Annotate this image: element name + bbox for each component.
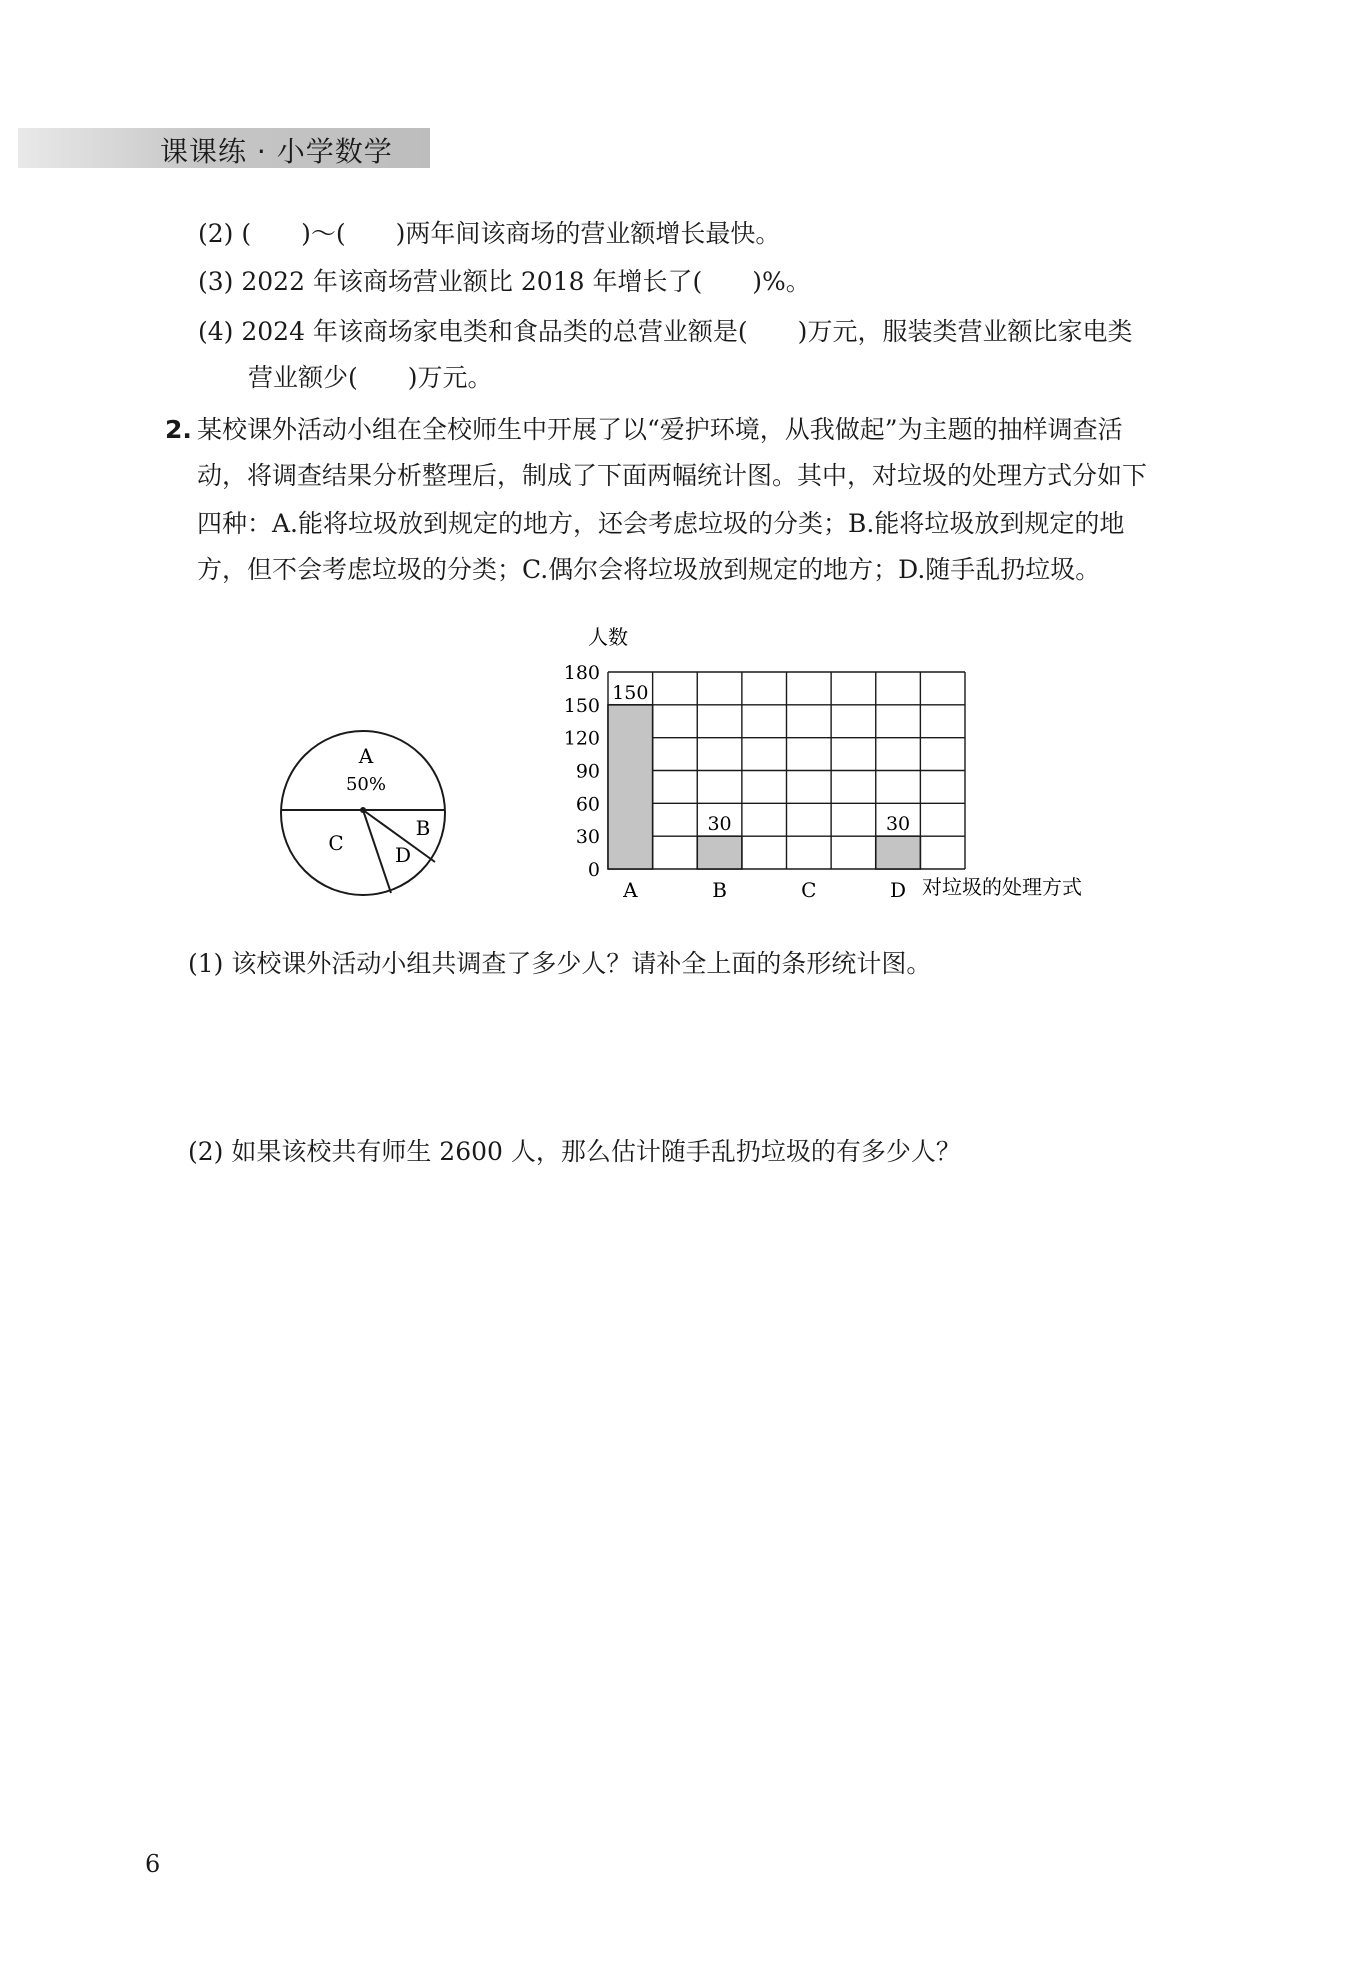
- pie-label-c: C: [328, 831, 344, 855]
- pie-label-a-percent: 50%: [345, 774, 387, 795]
- q1-part-4-line2: 营业额少( )万元。: [248, 363, 493, 392]
- q2-stem-line3: 四种：A.能将垃圾放到规定的地方，还会考虑垃圾的分类；B.能将垃圾放到规定的地: [197, 509, 1125, 538]
- x-tick-label: D: [890, 878, 907, 902]
- bar-y-axis-label: 人数: [588, 625, 628, 649]
- bar-value-label: 30: [885, 813, 911, 836]
- y-tick-label: 120: [563, 727, 600, 750]
- x-tick-label: B: [712, 878, 727, 902]
- y-tick-label: 30: [575, 826, 600, 849]
- y-tick-label: 90: [575, 760, 600, 783]
- pie-divider-cd: [363, 810, 391, 893]
- q2-sub1: (1) 该校课外活动小组共调查了多少人？请补全上面的条形统计图。: [188, 949, 932, 978]
- q1-part-3: (3) 2022 年该商场营业额比 2018 年增长了( )%。: [198, 267, 811, 296]
- y-tick-label: 180: [563, 662, 600, 684]
- bar-chart: [560, 620, 1120, 910]
- page-number: 6: [145, 1850, 161, 1878]
- bar-value-label: 150: [612, 681, 649, 704]
- x-tick-label: C: [801, 878, 817, 902]
- y-tick-label: 0: [587, 859, 600, 881]
- q1-part-2: (2) ( )～( )两年间该商场的营业额增长最快。: [198, 219, 781, 248]
- q2-number: 2.: [165, 415, 192, 444]
- q2-sub2: (2) 如果该校共有师生 2600 人，那么估计随手乱扔垃圾的有多少人？: [188, 1137, 961, 1166]
- q2-stem-line2: 动，将调查结果分析整理后，制成了下面两幅统计图。其中，对垃圾的处理方式分如下: [197, 461, 1148, 490]
- bar-x-axis-label: 对垃圾的处理方式: [922, 875, 1082, 899]
- bar-d: [876, 836, 921, 869]
- q2-stem-line4: 方，但不会考虑垃圾的分类；C.偶尔会将垃圾放到规定的地方；D.随手乱扔垃圾。: [197, 555, 1101, 584]
- x-tick-label: A: [623, 878, 638, 902]
- header-title: 课课练 · 小学数学: [160, 135, 393, 168]
- pie-center-dot: [360, 807, 366, 813]
- y-tick-label: 60: [575, 793, 600, 816]
- bar-value-label: 30: [707, 813, 732, 836]
- bar-a: [608, 705, 653, 869]
- pie-label-a: A: [358, 744, 374, 768]
- pie-label-b: B: [415, 816, 431, 840]
- q1-part-4-line1: (4) 2024 年该商场家电类和食品类的总营业额是( )万元，服装类营业额比家电类: [198, 317, 1133, 346]
- pie-chart: [270, 730, 470, 930]
- bar-b: [697, 836, 742, 869]
- pie-label-d: D: [394, 843, 412, 867]
- q2-stem-line1: 某校课外活动小组在全校师生中开展了以“爱护环境，从我做起”为主题的抽样调查活: [197, 415, 1123, 444]
- y-tick-label: 150: [563, 694, 600, 717]
